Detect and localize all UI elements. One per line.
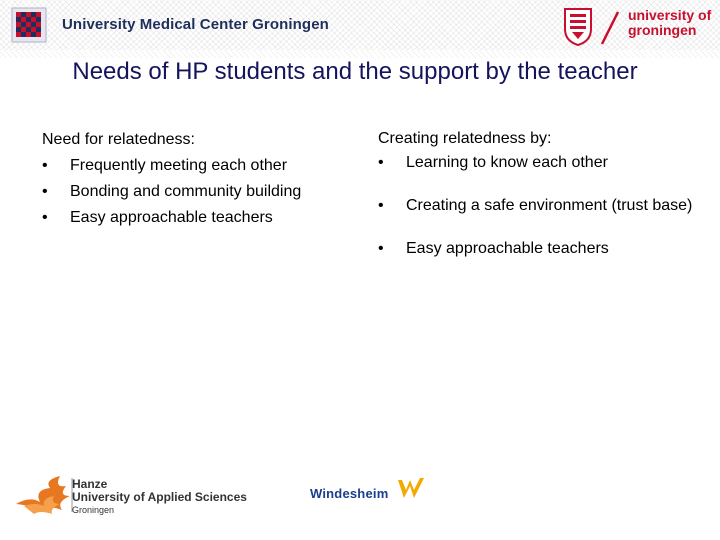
- hanze-line-2: University of Applied Sciences: [72, 490, 247, 504]
- list-item: [42, 179, 352, 205]
- list-item: [378, 195, 698, 217]
- left-bullet-list: [42, 153, 352, 231]
- list-item: [378, 152, 698, 174]
- umcg-logo-icon: [10, 4, 48, 46]
- list-item-text: Frequently meeting each other: [70, 157, 288, 174]
- rug-seal-icon: [562, 3, 594, 47]
- bullet-icon: •: [378, 197, 384, 214]
- hanze-line-1: Hanze: [72, 477, 108, 491]
- list-item-text: Bonding and community building: [70, 183, 302, 200]
- bullet-icon: •: [378, 154, 384, 171]
- list-item-text: Easy approachable teachers: [70, 209, 273, 226]
- rug-line-2: groningen: [628, 22, 697, 38]
- list-item: [42, 205, 352, 231]
- hanze-line-3: Groningen: [72, 505, 115, 515]
- slide-title: Needs of HP students and the support by the teacher: [72, 58, 638, 85]
- list-item-text: Creating a safe environment (trust base): [406, 197, 693, 214]
- list-item: [42, 153, 352, 179]
- umcg-name: University Medical Center Groningen: [62, 16, 329, 33]
- windesheim-w-icon: [396, 476, 428, 502]
- windesheim-wordmark: Windesheim: [310, 486, 389, 501]
- right-bullet-list: [378, 152, 698, 260]
- list-item-text: Easy approachable teachers: [406, 240, 609, 257]
- bullet-icon: •: [378, 240, 384, 257]
- list-item-text: Learning to know each other: [406, 154, 608, 171]
- bullet-icon: •: [42, 157, 48, 174]
- hanze-wordmark: [72, 478, 247, 517]
- right-column-heading: Creating relatedness by:: [378, 130, 552, 147]
- rug-line-1: university of: [628, 7, 712, 23]
- rug-divider-icon: [598, 10, 622, 46]
- left-column: [42, 127, 352, 231]
- bullet-icon: •: [42, 183, 48, 200]
- right-column: [378, 127, 698, 260]
- rug-wordmark: [628, 8, 711, 38]
- left-column-heading: Need for relatedness:: [42, 131, 195, 148]
- bullet-icon: •: [42, 209, 48, 226]
- list-item: [378, 238, 698, 260]
